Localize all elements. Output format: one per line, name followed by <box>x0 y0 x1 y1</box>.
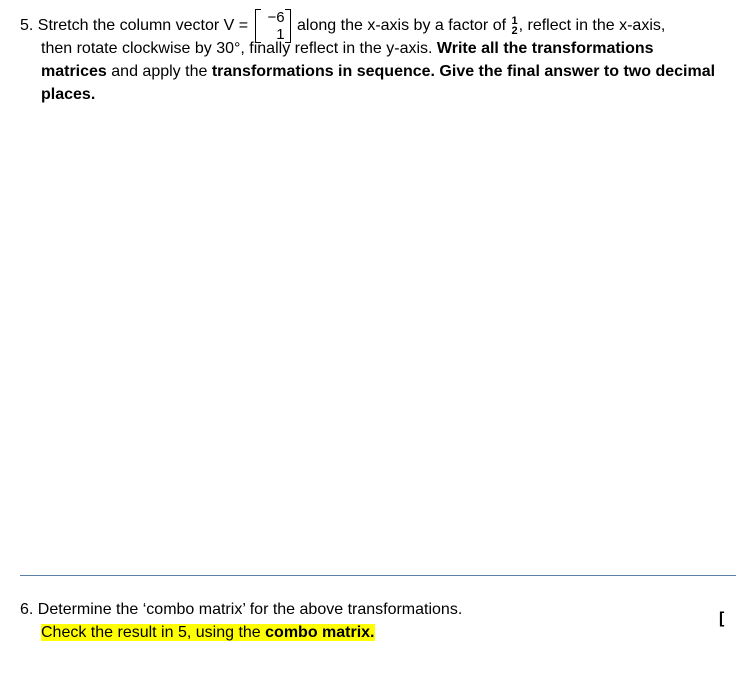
question-6-line-2 <box>20 621 710 644</box>
question-6 <box>20 598 710 644</box>
question-5-line-1 <box>20 8 725 43</box>
question-5-text-before-vector: Stretch the column vector V = <box>37 17 249 34</box>
question-5-line-3 <box>20 60 725 83</box>
fraction-numerator: 1 <box>511 14 518 27</box>
question-5-line-2-bold: Write all the transformations <box>436 40 654 57</box>
question-5-number: 5. <box>20 17 34 34</box>
stretch-factor-fraction <box>511 16 517 36</box>
stray-bracket: [ <box>719 610 725 627</box>
question-6-number: 6. <box>20 601 34 618</box>
question-5 <box>20 8 725 106</box>
question-6-highlighted-text <box>41 624 375 641</box>
question-6-line-1-text: Determine the ‘combo matrix’ for the above transformations. <box>37 601 463 618</box>
question-6-line-2-bold: combo matrix. <box>265 624 375 641</box>
question-6-line-1 <box>20 598 710 621</box>
question-5-line-3-bold-end: transformations in sequence. Give the final answer to two decimal <box>211 63 716 80</box>
question-5-line-4-bold: places. <box>41 86 96 103</box>
question-5-line-2-plain: then rotate clockwise by 30°, finally reflect in the y-axis. <box>41 40 433 57</box>
question-5-line-3-plain: and apply the <box>111 63 208 80</box>
question-5-line-2 <box>20 37 725 60</box>
section-divider <box>20 575 736 576</box>
vector-v-matrix <box>255 8 291 44</box>
question-5-line-4 <box>20 83 725 106</box>
matrix-right-bracket <box>285 9 291 43</box>
vector-top-entry: −6 <box>267 8 285 26</box>
question-6-line-2-plain: Check the result in 5, using the <box>41 624 261 641</box>
question-5-line-3-bold-start: matrices <box>41 63 107 80</box>
fraction-denominator: 2 <box>511 24 518 37</box>
vector-bottom-entry: 1 <box>276 25 285 43</box>
question-5-text-after-factor: , reflect in the x-axis, <box>518 17 666 34</box>
question-5-text-after-vector: along the x-axis by a factor of <box>297 17 507 34</box>
